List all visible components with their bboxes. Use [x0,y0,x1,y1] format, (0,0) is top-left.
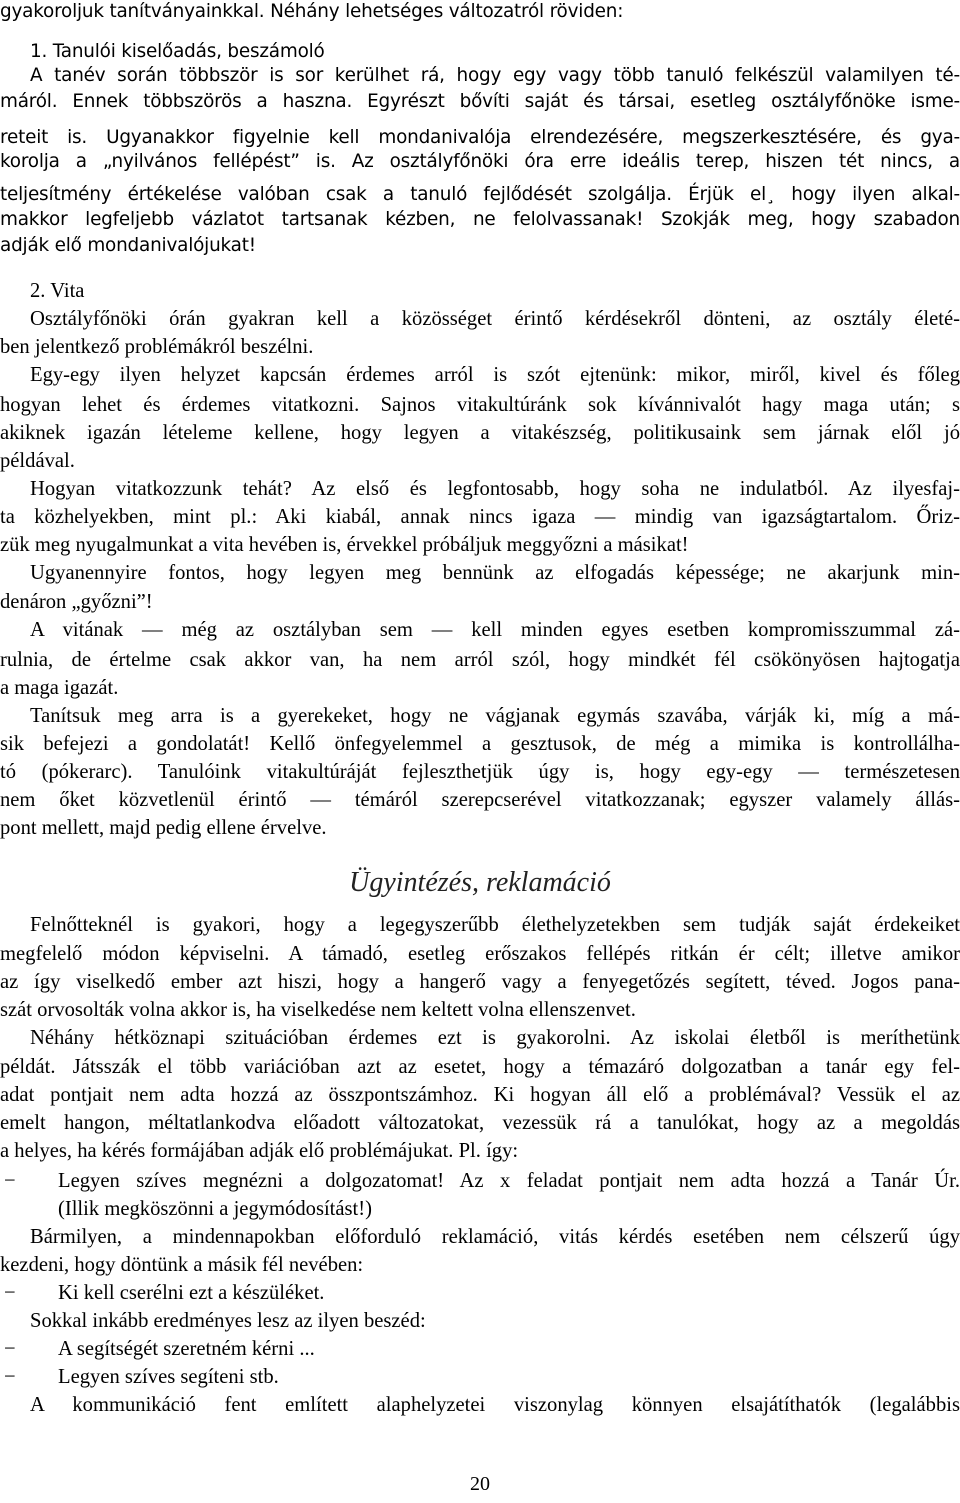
text-line: makkor legfeljebb vázlatot tartsanak kézben, ne felolvassanak! Szokják meg, hogy szabadon [0,209,960,230]
text-line: pont mellett, majd pedig ellene érvelve. [0,817,327,839]
text-line: rulnia, de értelme csak akkor van, ha nem arról szól, hogy mindkét fél csökönyösen hajtogatja [0,649,960,671]
page-number: 20 [470,1473,490,1495]
text-line: Felnőtteknél is gyakori, hogy a legegyszerűbb élethelyzetekben sem tudják saját érdekeiket [30,914,960,936]
text-line: (Illik megköszönni a jegymódosítást!) [58,1198,372,1220]
list-item: Ki kell cserélni ezt a készüléket. [58,1282,325,1304]
text-line: adják elő mondanivalójukat! [0,235,256,256]
list-item: Legyen szíves megnézni a dolgozatomat! Az x feladat pontjait nem adta hozzá a Tanár Úr. [58,1170,960,1192]
text-line: ta közhelyekben, mint pl.: Aki kiabál, annak nincs igaza — mindig van igazságtartalom. Őriz- [0,506,960,528]
text-line: Osztályfőnöki órán gyakran kell a közösséget érintő kérdésekről dönteni, az osztály életé- [30,308,960,330]
text-line: A vitának — még az osztályban sem — kell minden egyes esetben kompromisszummal zá- [30,619,960,641]
text-line: Sokkal inkább eredményes lesz az ilyen beszéd: [30,1310,426,1332]
section-heading: Ügyintézés, reklamáció [349,867,611,898]
text-line: nem őket közvetlenül érintő — témáról szerepcserével vitatkozzanak; egyszer valamely állás- [0,789,960,811]
text-line: az így viselkedő ember azt hiszi, hogy a hangerő vagy a fenyegetőzés segített, téved. Jogos pana- [0,971,960,993]
text-line: gyakoroljuk tanítványainkkal. Néhány lehetséges változatról röviden: [0,1,624,22]
text-line: hogyan lehet és érdemes vitatkozni. Sajnos vitakultúránk sok kívánnivalót hagy maga után; s [0,394,960,416]
text-line: korolja a „nyilvános fellépést” is. Az osztályfőnöki óra erre ideális terep, hiszen tét nincs, a [0,151,960,172]
text-line: Néhány hétköznapi szituációban érdemes ezt is gyakorolni. Az iskolai életből is meríthetünk [30,1027,960,1049]
text-line: ben jelentkező problémákról beszélni. [0,336,314,358]
text-line: zük meg nyugalmunkat a vita hevében is, érvekkel próbáljuk meggyőzni a másikat! [0,534,689,556]
text-line: adat pontjait nem adta hozzá az összpontszámhoz. Ki hogyan áll elő a problémával? Vessük el az [0,1084,960,1106]
text-line: megfelelő módon képviselni. A támadó, esetleg erőszakos fellépés ritkán ér célt; illetve amikor [0,943,960,965]
text-line: A kommunikáció fent említett alaphelyzetei viszonylag könnyen elsajátíthatók (legalábbis [30,1394,960,1416]
list-item: Legyen szíves segíteni stb. [58,1366,279,1388]
text-line: Hogyan vitatkozzunk tehát? Az első és legfontosabb, hogy soha ne indulatból. Az ilyesfaj- [30,478,960,500]
bullet-dash: − [4,1338,16,1360]
text-line: Tanítsuk meg arra is a gyerekeket, hogy ne vágjanak egymás szavába, várják ki, míg a má- [30,705,960,727]
text-line: a maga igazát. [0,677,119,699]
section-title: 1. Tanulói kiselőadás, beszámoló [30,41,325,62]
text-line: a helyes, ha kérés formájában adják elő problémájukat. Pl. így: [0,1140,519,1162]
text-line: reteit is. Ugyanakkor figyelnie kell mondanivalója elrendezésére, megszerkesztésére, és gya- [0,127,960,148]
text-line: példát. Játsszák el több variációban azt az esetet, hogy a témazáró dolgozatban a tanár egy fel- [0,1056,960,1078]
text-line: Egy-egy ilyen helyzet kapcsán érdemes arról is szót ejtenünk: mikor, miről, kivel és főleg [30,364,960,386]
list-item: A segítségét szeretném kérni ... [58,1338,315,1360]
text-line: emelt hangon, méltatlankodva előadott változatokat, vezessük rá a tanulókat, hogy az a megoldás [0,1112,960,1134]
text-line: kezdeni, hogy döntünk a másik fél nevében: [0,1254,364,1276]
text-line: denáron „győzni”! [0,591,153,613]
text-line: teljesítmény értékelése valóban csak a tanuló fejlődését szolgálja. Érjük el¸ hogy ilyen alkal- [0,184,960,205]
text-line: A tanév során többször is sor kerülhet rá, hogy egy vagy több tanuló felkészül valamilyen té- [30,65,960,86]
text-line: Bármilyen, a mindennapokban előforduló reklamáció, vitás kérdés esetében nem célszerű úgy [30,1226,960,1248]
bullet-dash: − [4,1366,16,1388]
text-line: tó (pókerarc). Tanulóink vitakultúráját fejleszthetjük úgy is, hogy egy-egy — természetesen [0,761,960,783]
section-title: 2. Vita [30,280,85,302]
text-line: akiknek igazán lételeme kellene, hogy legyen a vitakészség, politikusaink sem járnak elől jó [0,422,960,444]
bullet-dash: − [4,1282,16,1304]
text-line: példával. [0,450,75,472]
text-line: szát orvosolták volna akkor is, ha viselkedése nem keltett volna ellenszenvet. [0,999,636,1021]
text-line: Ugyanennyire fontos, hogy legyen meg bennünk az elfogadás képessége; ne akarjunk min- [30,562,960,584]
bullet-dash: − [4,1170,16,1192]
text-line: máról. Ennek többszörös a haszna. Egyrészt bővíti saját és társai, esetleg osztályfőnöke isme- [0,91,960,112]
text-line: sik befejezi a gondolatát! Kellő önfegyelemmel a gesztusok, de még a mimika is kontrollálha- [0,733,960,755]
